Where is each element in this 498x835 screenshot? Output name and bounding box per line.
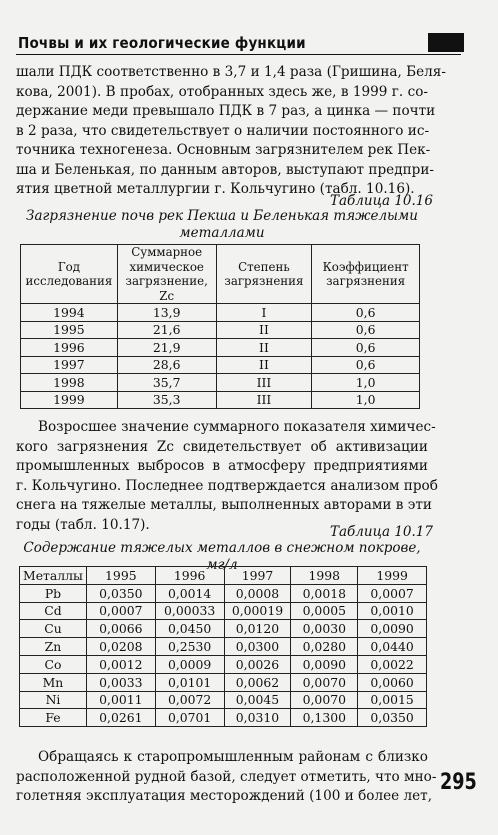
table-cell: 1996 [21,339,118,357]
table-cell: 0,6 [312,304,420,322]
table-cell: 13,9 [117,304,216,322]
caption-line: Загрязнение почв рек Пекша и Беленькая тяжелыми [26,208,418,224]
table-cell: 0,0011 [86,691,155,709]
table-row [20,709,427,727]
table-cell: Cd [20,602,87,620]
table-cell: 35,3 [117,391,216,409]
table-cell: 0,0007 [86,602,155,620]
table-cell: 0,0008 [224,584,291,602]
table-cell: 0,00019 [224,602,291,620]
table-cell: 0,0208 [86,638,155,656]
table-cell: 0,0014 [155,584,224,602]
table-cell: 0,0015 [358,691,427,709]
table-row [21,339,420,357]
table-1-label: Таблица 10.16 [330,193,433,209]
text-line: снега на тяжелые металлы, выполненных авторами в эти [16,497,432,513]
table-cell: 35,7 [117,374,216,392]
table-cell: 0,0261 [86,709,155,727]
table-cell: II [216,321,312,339]
table-cell: 0,0350 [86,584,155,602]
table-row [20,655,427,673]
table-1 [20,244,420,409]
header-cell: 1999 [358,567,427,585]
table-cell: 0,0070 [291,673,358,691]
table-row [21,304,420,322]
table-cell: 0,0701 [155,709,224,727]
table-cell: 0,00033 [155,602,224,620]
table-cell: 1,0 [312,374,420,392]
table-cell: 0,0005 [291,602,358,620]
table-row [20,673,427,691]
table-cell: 0,0280 [291,638,358,656]
text-line: расположенной рудной базой, следует отметить, что мно- [16,768,437,785]
header-cell: Степень загрязнения [216,245,312,304]
table-row [20,584,427,602]
table-cell: 0,0062 [224,673,291,691]
header-cell: Суммарное химическое загрязнение, Zc [117,245,216,304]
header-cell: Год исследования [21,245,118,304]
table-cell: 0,0450 [155,620,224,638]
table-cell: 0,0350 [358,709,427,727]
table-cell: 0,6 [312,321,420,339]
table-cell: 1999 [21,391,118,409]
table-cell: II [216,356,312,374]
table-cell: 0,0120 [224,620,291,638]
table-cell: 0,0026 [224,655,291,673]
page-number: 295 [440,770,477,795]
table-row [21,391,420,409]
table-cell: 0,0101 [155,673,224,691]
running-header [16,34,461,55]
table-cell: 0,2530 [155,638,224,656]
table-cell: 0,0018 [291,584,358,602]
text-line: кова, 2001). В пробах, отобранных здесь же, в 1999 г. со- [16,83,428,100]
text-line: шали ПДК соответственно в 3,7 и 1,4 раза (Гришина, Беля- [16,64,446,80]
table-2-caption: Содержание тяжелых металлов в снежном покрове, мг/л [23,540,421,573]
table-row [20,602,427,620]
table-row [21,374,420,392]
table-cell: 28,6 [117,356,216,374]
table-row [21,321,420,339]
table-cell: 0,0022 [358,655,427,673]
table-cell: Ni [20,691,87,709]
table-cell: Zn [20,638,87,656]
table-cell: 1998 [21,374,118,392]
table-1-caption [16,208,428,242]
table-cell: 0,0072 [155,691,224,709]
header-cell: 1995 [86,567,155,585]
header-cell: 1997 [224,567,291,585]
text-line: точника техногенеза. Основным загрязнителем рек Пек- [16,142,431,158]
table-cell: 0,0007 [358,584,427,602]
table-cell: 0,0045 [224,691,291,709]
paragraph-3 [16,748,437,807]
table-cell: 1997 [21,356,118,374]
text-line: Возросшее значение суммарного показателя химичес- [38,419,436,435]
table-row [20,620,427,638]
table-cell: Cu [20,620,87,638]
table-cell: 21,9 [117,339,216,357]
table-cell: 0,0033 [86,673,155,691]
table-cell: III [216,391,312,409]
header-title: Почвы и их геологические функции [18,34,306,52]
text-line: г. Кольчугино. Последнее подтверждается анализом проб [16,477,438,494]
table-cell: Co [20,655,87,673]
text-line: в 2 раза, что свидетельствует о наличии постоянного ис- [16,122,430,139]
table-row [21,356,420,374]
paragraph-2 [16,418,438,535]
text-line: кого загрязнения Zc свидетельствует об активизации [16,438,428,455]
text-line: голетняя эксплуатация месторождений (100 и более лет, [16,788,433,804]
text-line: держание меди превышало ПДК в 7 раз, а цинка — почти [16,103,436,119]
table-cell: 0,0030 [291,620,358,638]
text-line: годы (табл. 10.17). [16,516,150,533]
text-line: ятия цветной металлургии г. Кольчугино (табл. 10.16). [16,181,415,197]
table-cell: 0,0012 [86,655,155,673]
table-cell: 0,0060 [358,673,427,691]
table-2-label: Таблица 10.17 [330,524,433,540]
text-line: ша и Беленькая, по данным авторов, выступают предпри- [16,161,434,178]
header-cell: 1996 [155,567,224,585]
table-cell: II [216,339,312,357]
caption-line: металлами [179,225,265,241]
table-cell: 1994 [21,304,118,322]
text-line: промышленных выбросов в атмосферу предприятиями [16,458,428,474]
table-cell: 0,0009 [155,655,224,673]
table-cell: 0,0066 [86,620,155,638]
table-cell: 0,6 [312,356,420,374]
table-cell: 0,0090 [358,620,427,638]
table-cell: 0,0310 [224,709,291,727]
table-cell: 1,0 [312,391,420,409]
table-cell: 1995 [21,321,118,339]
table-cell: 0,0070 [291,691,358,709]
table-row [20,638,427,656]
table-cell: 0,0090 [291,655,358,673]
table-cell: 0,6 [312,339,420,357]
table-cell: III [216,374,312,392]
table-row [20,691,427,709]
table-2 [19,566,427,727]
table-cell: 0,0010 [358,602,427,620]
table-cell: I [216,304,312,322]
table-cell: Fe [20,709,87,727]
table-cell: 0,1300 [291,709,358,727]
table-cell: 0,0300 [224,638,291,656]
header-cell: 1998 [291,567,358,585]
header-cell: Коэффициент загрязнения [312,245,420,304]
table-cell: Pb [20,584,87,602]
header-cell: Металлы [20,567,87,585]
header-black-block [428,33,464,52]
table-cell: 21,6 [117,321,216,339]
table-cell: Mn [20,673,87,691]
table-header-row [20,567,427,585]
table-cell: 0,0440 [358,638,427,656]
table-header-row [21,245,420,304]
paragraph-1 [16,63,446,200]
text-line: Обращаясь к старопромышленным районам с близко [38,749,428,765]
